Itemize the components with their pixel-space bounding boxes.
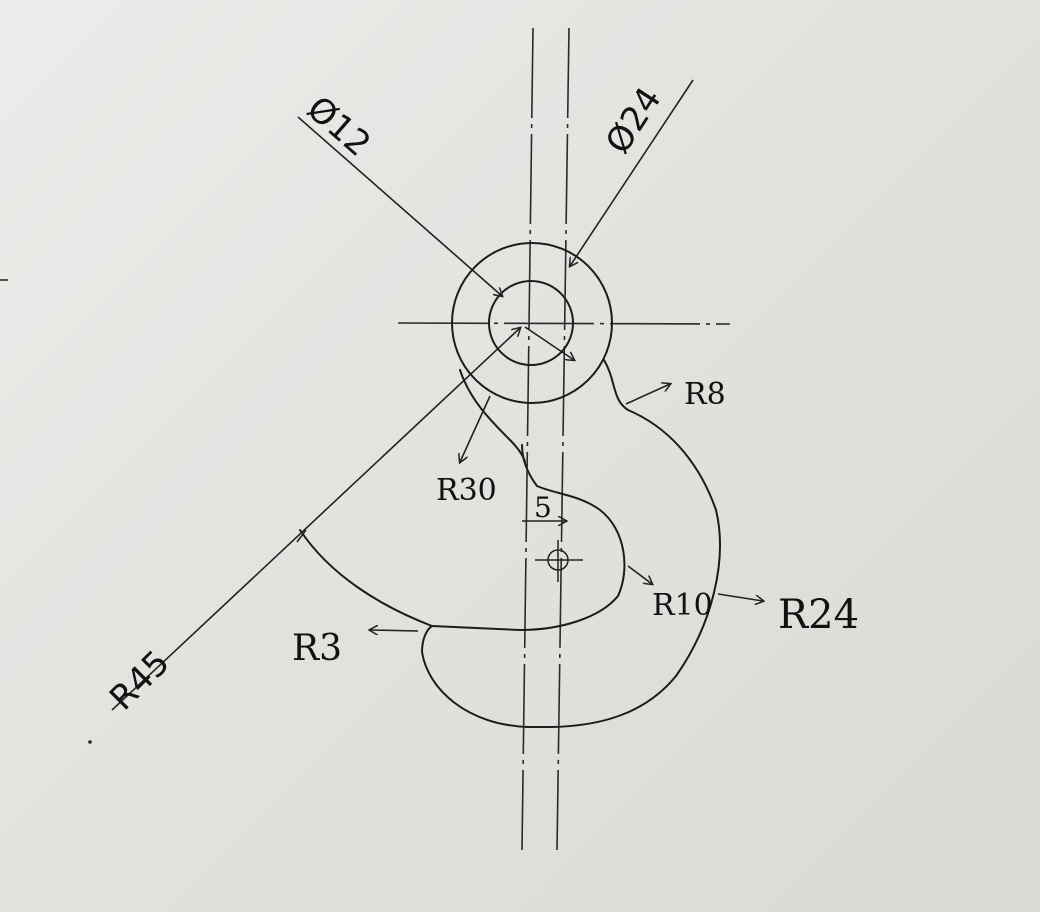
r3-leader (370, 630, 418, 631)
r10-label: R10 (652, 588, 713, 623)
r8-leader (626, 384, 670, 404)
hook-neck-contour (460, 370, 525, 462)
r24-leader (718, 594, 763, 601)
horizontal-centerline (398, 323, 730, 324)
r8-label: R8 (684, 377, 726, 412)
offset-label: 5 (534, 491, 552, 524)
r45-label: R45 (102, 642, 178, 719)
r30-label: R30 (436, 473, 497, 508)
r10-leader (628, 566, 652, 584)
r30-leader (460, 396, 490, 462)
r24-label: R24 (778, 592, 860, 638)
hook-inner-contour (300, 530, 432, 626)
r3-label: R3 (292, 628, 343, 669)
boss-diameter-label: Ø24 (598, 80, 670, 161)
hole-diameter-label: Ø12 (299, 88, 379, 165)
stray-dot (88, 740, 92, 744)
hook-outer-contour (422, 360, 720, 727)
